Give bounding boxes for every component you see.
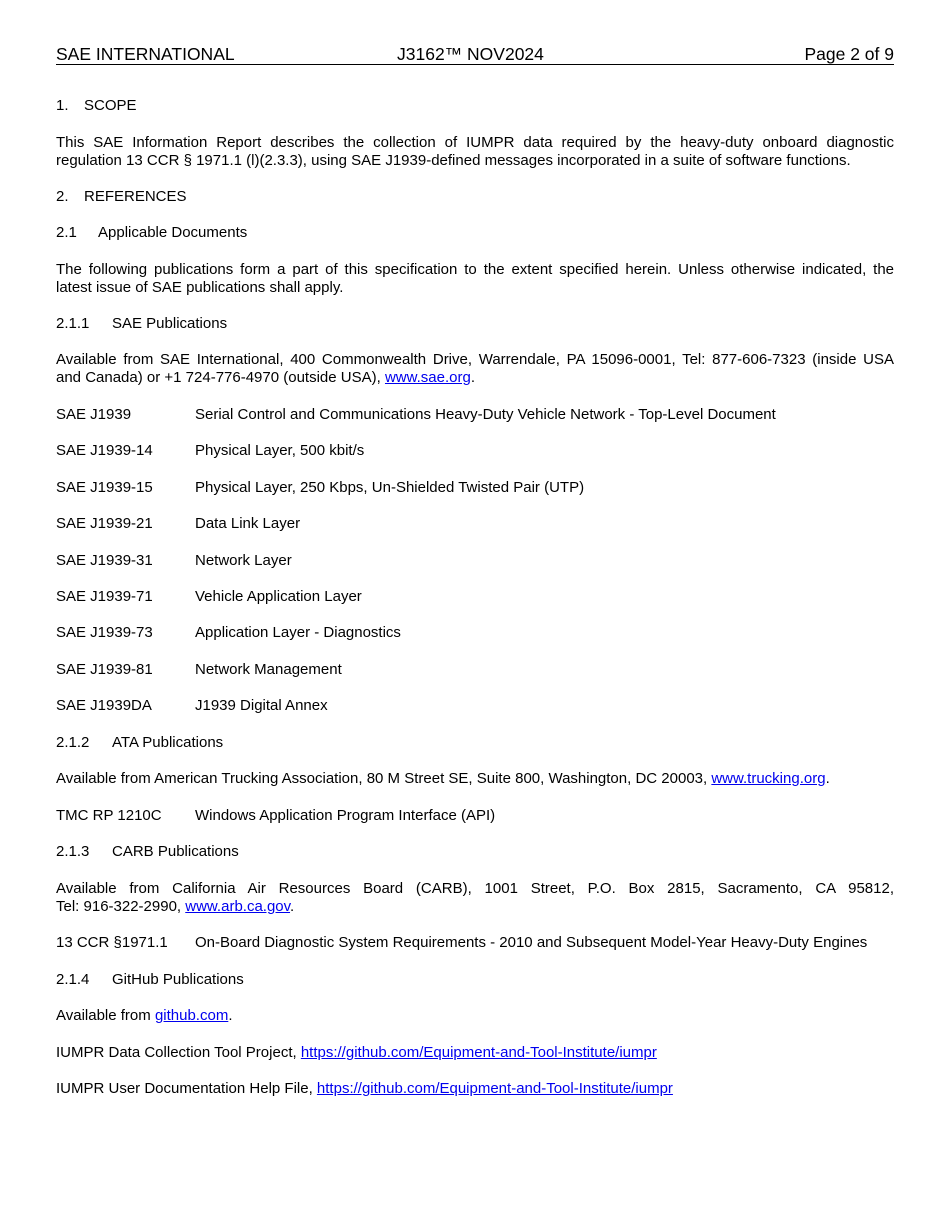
github-item: IUMPR Data Collection Tool Project, https://github.com/Equipment-and-Tool-Institute/iumpr <box>56 1044 657 1061</box>
scope-paragraph: This SAE Information Report describes the collection of IUMPR data required by the heavy-duty onboard diagnostic regulation 13 CCR § 1971.1 (l)(2.3.3), using SAE J1939-defined messages incorporated in a suite of software functions. <box>56 134 894 169</box>
carb-availability-paragraph: Available from California Air Resources Board (CARB), 1001 Street, P.O. Box 2815, Sacramento, CA 95812, Tel: 916-322-2990, www.arb.ca.gov. <box>56 880 894 915</box>
header-org: SAE INTERNATIONAL <box>56 44 235 64</box>
sae-availability-paragraph: Available from SAE International, 400 Commonwealth Drive, Warrendale, PA 15096-0001, Tel: 877-606-7323 (inside USA and Canada) or +1 724-776-4970 (outside USA), www.sae.org. <box>56 351 894 386</box>
header-page-number: Page 2 of 9 <box>804 44 894 64</box>
heading-ata-publications: 2.1.2 ATA Publications <box>56 734 224 751</box>
carb-link[interactable]: www.arb.ca.gov <box>185 898 291 915</box>
ata-availability-paragraph: Available from American Trucking Association, 80 M Street SE, Suite 800, Washington, DC 20003, www.trucking.org. <box>56 770 830 787</box>
heading-scope: 1. SCOPE <box>56 97 137 114</box>
header-doc-id: J3162™ NOV2024 <box>397 44 544 64</box>
github-availability-paragraph: Available from github.com. <box>56 1007 233 1024</box>
iumpr-help-link[interactable]: https://github.com/Equipment-and-Tool-Institute/iumpr <box>316 1080 673 1097</box>
heading-applicable-documents: 2.1 Applicable Documents <box>56 224 248 241</box>
heading-sae-publications: 2.1.1 SAE Publications <box>56 315 228 332</box>
applicable-paragraph: The following publications form a part of this specification to the extent specified herein. Unless otherwise indicated, the latest issue of SAE publications shall apply. <box>56 261 894 296</box>
github-item: IUMPR User Documentation Help File, https://github.com/Equipment-and-Tool-Institute/iumpr <box>56 1080 673 1097</box>
iumpr-tool-link[interactable]: https://github.com/Equipment-and-Tool-Institute/iumpr <box>300 1044 657 1061</box>
heading-github-publications: 2.1.4 GitHub Publications <box>56 971 244 988</box>
trucking-link[interactable]: www.trucking.org <box>711 770 826 787</box>
github-link[interactable]: github.com <box>154 1007 229 1024</box>
heading-carb-publications: 2.1.3 CARB Publications <box>56 843 239 860</box>
heading-references: 2. REFERENCES <box>56 188 187 205</box>
page-header <box>56 44 894 65</box>
sae-link[interactable]: www.sae.org <box>384 369 471 386</box>
